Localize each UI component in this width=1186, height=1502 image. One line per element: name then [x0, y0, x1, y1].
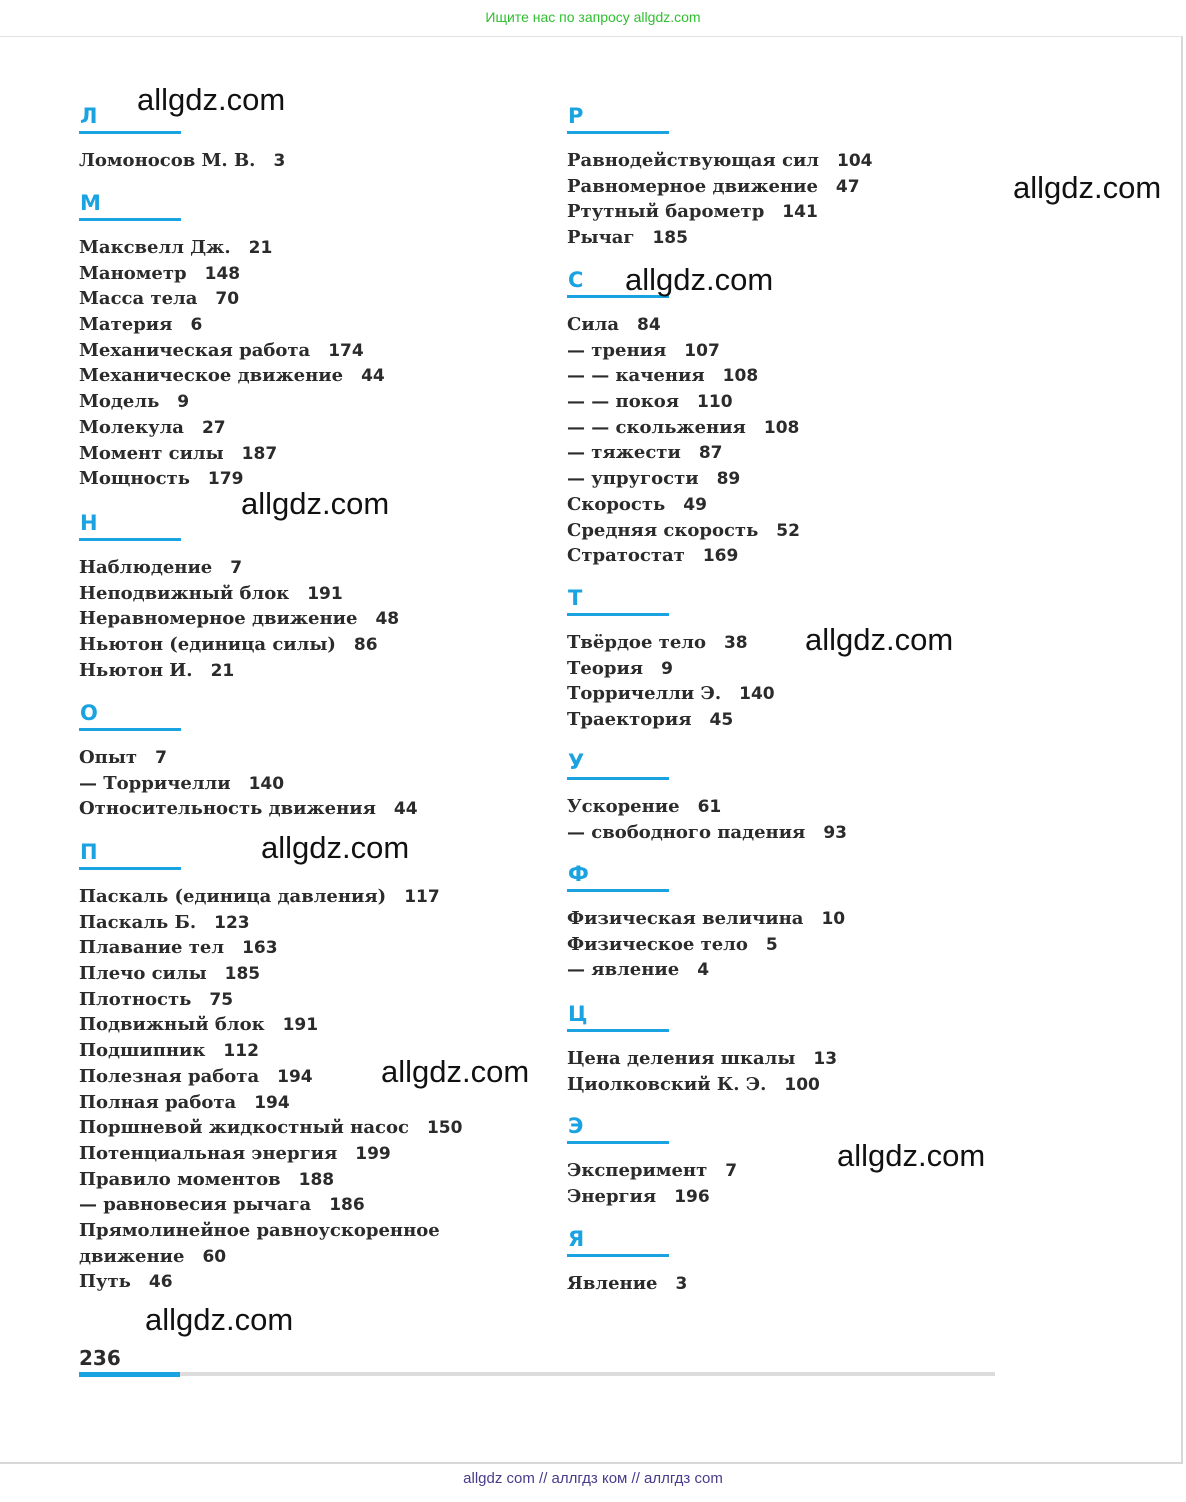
- index-term: Теория: [567, 657, 644, 679]
- index-term: Момент силы: [79, 442, 224, 464]
- index-term: Неподвижный блок: [79, 582, 290, 604]
- index-term: Поршневой жидкостный насос: [79, 1117, 409, 1139]
- index-entry: [79, 632, 399, 658]
- letter-underline: [567, 613, 669, 616]
- index-term: Паскаль (единица давления): [79, 886, 387, 907]
- index-section-o: [79, 700, 418, 822]
- watermark: allgdz.com: [381, 1054, 530, 1089]
- index-entry: [79, 910, 462, 936]
- index-letter-heading: Л: [80, 104, 98, 128]
- index-term: Средняя скорость: [567, 519, 759, 541]
- index-term: Скорость: [567, 493, 666, 515]
- letter-underline: [567, 1141, 669, 1144]
- index-term: Плечо силы: [79, 963, 207, 985]
- index-page-number: 44: [361, 366, 385, 387]
- index-entry-list: [567, 148, 873, 251]
- index-section-r: [567, 103, 873, 251]
- index-page-number: 75: [209, 989, 234, 1010]
- index-term: Механическое движение: [79, 365, 344, 387]
- index-entry-list: [79, 148, 285, 174]
- index-page-number: 104: [837, 151, 873, 171]
- index-term: — явление: [567, 959, 680, 981]
- footer-rule-accent: [79, 1372, 180, 1377]
- index-term: Подшипник: [79, 1040, 206, 1062]
- index-entry-list: [567, 1046, 837, 1097]
- index-term: Манометр: [79, 262, 187, 284]
- index-term: Плавание тел: [79, 937, 225, 959]
- index-entry: [79, 1218, 462, 1244]
- index-entry: [567, 820, 847, 846]
- index-page-number: 9: [661, 658, 673, 679]
- index-page-number: 110: [697, 392, 733, 413]
- index-term: — свободного падения: [567, 821, 806, 843]
- index-section-m: [79, 190, 385, 492]
- index-entry: [79, 987, 462, 1013]
- index-page-number: 21: [248, 238, 273, 258]
- index-entry: [567, 338, 800, 364]
- index-term: — — скольжения: [567, 416, 746, 438]
- watermark: allgdz.com: [137, 82, 286, 117]
- index-page-number: 191: [282, 1015, 319, 1036]
- index-entry: [79, 555, 399, 581]
- index-letter-heading: У: [568, 750, 585, 774]
- index-letter-heading: О: [80, 701, 98, 725]
- index-entry: [79, 1012, 462, 1038]
- index-page-number: 45: [709, 710, 734, 731]
- index-entry: [567, 681, 775, 707]
- index-page-number: 84: [637, 315, 661, 335]
- index-section-ts: [567, 1001, 837, 1097]
- index-entry: [79, 389, 385, 415]
- watermark: allgdz.com: [625, 262, 774, 297]
- index-entry-list: [79, 555, 399, 683]
- index-page-number: 6: [190, 315, 203, 336]
- index-term: Неравномерное движение: [79, 608, 358, 630]
- index-entry: [567, 389, 800, 415]
- index-letter-heading: Ф: [568, 862, 589, 886]
- index-term: Стратостат: [567, 545, 685, 567]
- index-page-number: 150: [426, 1118, 463, 1139]
- index-page-number: 61: [697, 797, 722, 817]
- watermark: allgdz.com: [261, 830, 410, 865]
- index-term: движение: [79, 1245, 185, 1267]
- index-page-number: 13: [813, 1049, 838, 1069]
- index-page-number: 47: [835, 176, 860, 197]
- index-section-t: [567, 585, 775, 733]
- index-letter-heading: М: [80, 191, 101, 215]
- index-letter-heading: Э: [568, 1114, 584, 1138]
- index-term: — трения: [567, 339, 667, 361]
- index-term: Траектория: [567, 709, 692, 731]
- index-entry: [567, 363, 800, 389]
- page-number: 236: [79, 1346, 121, 1370]
- index-entry: [79, 148, 285, 174]
- index-page-number: 188: [298, 1169, 335, 1190]
- index-page-number: 93: [823, 822, 848, 843]
- index-term: Физическая величина: [567, 908, 804, 929]
- watermark: allgdz.com: [1013, 170, 1162, 205]
- index-page-number: 49: [683, 494, 707, 515]
- index-entry: [567, 543, 800, 569]
- index-term: Подвижный блок: [79, 1014, 265, 1036]
- index-page-number: 86: [353, 635, 378, 656]
- index-page-number: 44: [393, 799, 418, 820]
- index-letter-heading: Н: [80, 511, 98, 535]
- index-term: Опыт: [79, 747, 138, 768]
- index-page-number: 21: [210, 660, 235, 681]
- index-term: Плотность: [79, 988, 192, 1010]
- letter-underline: [79, 218, 181, 221]
- index-page-number: 10: [821, 909, 846, 929]
- index-term: Прямолинейное равноускоренное: [79, 1219, 440, 1241]
- index-page-number: 7: [155, 748, 167, 768]
- index-term: Циолковский К. Э.: [567, 1073, 767, 1095]
- index-entry: [567, 440, 800, 466]
- index-entry: [567, 906, 845, 932]
- index-page-number: 100: [784, 1074, 820, 1095]
- index-page-number: 148: [204, 263, 241, 284]
- index-entry: [567, 1046, 837, 1072]
- index-term: — упругости: [567, 468, 699, 490]
- index-page-number: 9: [177, 392, 190, 413]
- index-entry: [567, 1072, 837, 1098]
- index-entry: [567, 1158, 737, 1184]
- letter-underline: [79, 728, 181, 731]
- index-entry: [79, 286, 385, 312]
- index-term: Полезная работа: [79, 1065, 260, 1087]
- index-entry: [79, 441, 385, 467]
- index-term: Рычаг: [567, 227, 635, 249]
- index-page-number: 186: [329, 1195, 365, 1216]
- index-section-ya: [567, 1226, 687, 1297]
- index-page-number: 60: [202, 1246, 227, 1267]
- index-page-number: 194: [254, 1092, 290, 1113]
- bottom-banner: allgdz com // аллгдз ком // аллгдз com: [463, 1470, 723, 1487]
- letter-underline: [567, 777, 669, 780]
- letter-underline: [79, 538, 181, 541]
- index-term: Физическое тело: [567, 933, 748, 955]
- index-letter-heading: П: [80, 840, 98, 864]
- watermark: allgdz.com: [241, 486, 390, 521]
- index-term: Твёрдое тело: [567, 632, 706, 653]
- index-term: Торричелли Э.: [567, 683, 722, 705]
- watermark: allgdz.com: [837, 1138, 986, 1173]
- index-entry: [79, 1192, 462, 1218]
- index-page-number: 185: [652, 228, 688, 249]
- index-entry: [79, 1269, 462, 1295]
- index-entry: [567, 174, 873, 200]
- index-page-number: 107: [684, 340, 720, 361]
- index-section-f: [567, 861, 845, 983]
- index-entry: [567, 707, 775, 733]
- index-entry: [79, 1167, 462, 1193]
- index-page-number: 5: [765, 934, 778, 955]
- index-term: Ускорение: [567, 796, 680, 817]
- index-letter-heading: Ц: [568, 1002, 588, 1026]
- index-term: — — покоя: [567, 391, 680, 413]
- index-entry: [79, 581, 399, 607]
- index-section-u: [567, 749, 847, 845]
- index-term: Правило моментов: [79, 1168, 281, 1190]
- watermark: allgdz.com: [805, 622, 954, 657]
- index-page-number: 174: [328, 340, 364, 361]
- index-page-number: 7: [725, 1161, 738, 1181]
- index-page-number: 89: [716, 469, 741, 490]
- index-term: Ломоносов М. В.: [79, 150, 256, 171]
- index-page-number: 46: [148, 1272, 173, 1293]
- index-entry: [79, 961, 462, 987]
- index-entry-list: [567, 630, 775, 733]
- index-term: Ньютон (единица силы): [79, 634, 336, 656]
- index-page-number: 52: [776, 520, 800, 541]
- letter-underline: [567, 889, 669, 892]
- index-page-number: 38: [723, 633, 748, 653]
- index-entry: [79, 363, 385, 389]
- index-entry-list: [567, 794, 847, 845]
- index-entry: [79, 771, 418, 797]
- index-section-s: [567, 267, 800, 569]
- index-page-number: 27: [201, 417, 226, 438]
- index-page-number: 108: [763, 417, 800, 438]
- index-entry: [567, 1184, 737, 1210]
- index-entry: [79, 1115, 462, 1141]
- index-entry-list: [567, 1271, 687, 1297]
- index-letter-heading: Я: [568, 1227, 585, 1251]
- letter-underline: [79, 131, 181, 134]
- index-entry: [79, 745, 418, 771]
- index-page-number: 191: [307, 583, 343, 604]
- index-entry-list: [567, 1158, 737, 1209]
- index-entry: [79, 884, 462, 910]
- index-term: Ртутный барометр: [567, 201, 765, 223]
- index-entry-list: [79, 745, 418, 822]
- letter-underline: [79, 867, 181, 870]
- index-page-number: 163: [242, 938, 278, 959]
- index-page-number: 7: [230, 558, 243, 578]
- index-entry: [79, 935, 462, 961]
- letter-underline: [567, 131, 669, 134]
- index-term: Равномерное движение: [567, 175, 818, 197]
- index-page-number: 108: [722, 366, 759, 387]
- index-letter-heading: Р: [568, 104, 584, 128]
- index-entry: [567, 630, 775, 656]
- index-section-n: [79, 510, 399, 683]
- index-term: — — качения: [567, 365, 705, 387]
- index-page-number: 199: [355, 1143, 391, 1164]
- index-entry: [79, 796, 418, 822]
- index-page-number: 87: [698, 443, 723, 464]
- index-page-number: 140: [739, 684, 775, 705]
- index-term: Относительность движения: [79, 798, 376, 820]
- index-term: Механическая работа: [79, 339, 311, 361]
- footer-rule: [79, 1372, 995, 1376]
- index-page-number: 3: [273, 151, 286, 171]
- index-page-number: 70: [215, 289, 240, 310]
- index-entry: [79, 606, 399, 632]
- index-entry: [79, 1244, 462, 1270]
- index-entry: [567, 518, 800, 544]
- index-term: Полная работа: [79, 1091, 237, 1113]
- watermark: allgdz.com: [145, 1302, 294, 1337]
- index-entry: [79, 415, 385, 441]
- index-term: Сила: [567, 314, 620, 335]
- index-term: Потенциальная энергия: [79, 1142, 338, 1164]
- index-term: Ньютон И.: [79, 659, 193, 681]
- index-page-number: 3: [675, 1274, 688, 1294]
- letter-underline: [567, 1029, 669, 1032]
- index-term: — равновесия рычага: [79, 1194, 312, 1216]
- index-entry: [567, 199, 873, 225]
- index-entry: [567, 225, 873, 251]
- index-letter-heading: С: [568, 268, 584, 292]
- index-section-e: [567, 1113, 737, 1209]
- index-entry: [79, 1141, 462, 1167]
- index-term: Модель: [79, 391, 160, 413]
- index-entry: [567, 415, 800, 441]
- index-entry-list: [79, 235, 385, 492]
- index-entry: [567, 957, 845, 983]
- index-entry-list: [567, 312, 800, 569]
- index-entry-list: [567, 906, 845, 983]
- index-page-number: 140: [248, 773, 285, 794]
- index-page-number: 194: [277, 1066, 313, 1087]
- index-page-number: 179: [207, 469, 244, 490]
- index-entry: [567, 492, 800, 518]
- index-entry: [567, 466, 800, 492]
- index-term: Путь: [79, 1271, 131, 1293]
- index-page-number: 185: [224, 964, 261, 985]
- index-page-number: 117: [404, 887, 440, 907]
- index-page-number: 196: [674, 1186, 710, 1207]
- index-entry: [567, 932, 845, 958]
- index-page-number: 141: [782, 202, 818, 223]
- index-entry: [567, 1271, 687, 1297]
- index-term: Цена деления шкалы: [567, 1048, 796, 1069]
- index-entry: [79, 312, 385, 338]
- index-page-number: 4: [697, 960, 710, 981]
- index-term: Максвелл Дж.: [79, 237, 231, 258]
- index-term: Паскаль Б.: [79, 911, 197, 933]
- index-term: Масса тела: [79, 288, 198, 310]
- index-term: Эксперимент: [567, 1160, 708, 1181]
- index-letter-heading: Т: [568, 586, 583, 610]
- index-term: Наблюдение: [79, 557, 213, 578]
- top-banner: Ищите нас по запросу allgdz.com: [485, 9, 701, 25]
- index-page-number: 48: [375, 609, 400, 630]
- index-entry: [79, 658, 399, 684]
- index-term: — Торричелли: [79, 772, 231, 794]
- index-term: Материя: [79, 314, 173, 336]
- index-entry: [79, 338, 385, 364]
- index-entry: [79, 261, 385, 287]
- index-entry: [79, 1090, 462, 1116]
- index-page-number: 187: [241, 443, 278, 464]
- letter-underline: [567, 1254, 669, 1257]
- index-term: — тяжести: [567, 442, 681, 464]
- index-entry: [567, 312, 800, 338]
- index-entry: [79, 235, 385, 261]
- index-entry: [567, 794, 847, 820]
- index-term: Молекула: [79, 416, 184, 438]
- index-term: Равнодействующая сил: [567, 150, 819, 171]
- index-term: Явление: [567, 1273, 658, 1294]
- index-page-number: 169: [702, 546, 739, 567]
- index-term: Энергия: [567, 1185, 657, 1207]
- index-entry: [567, 148, 873, 174]
- index-term: Мощность: [79, 468, 190, 490]
- index-page-number: 112: [223, 1041, 259, 1062]
- index-entry: [567, 656, 775, 682]
- index-page-number: 123: [214, 912, 250, 933]
